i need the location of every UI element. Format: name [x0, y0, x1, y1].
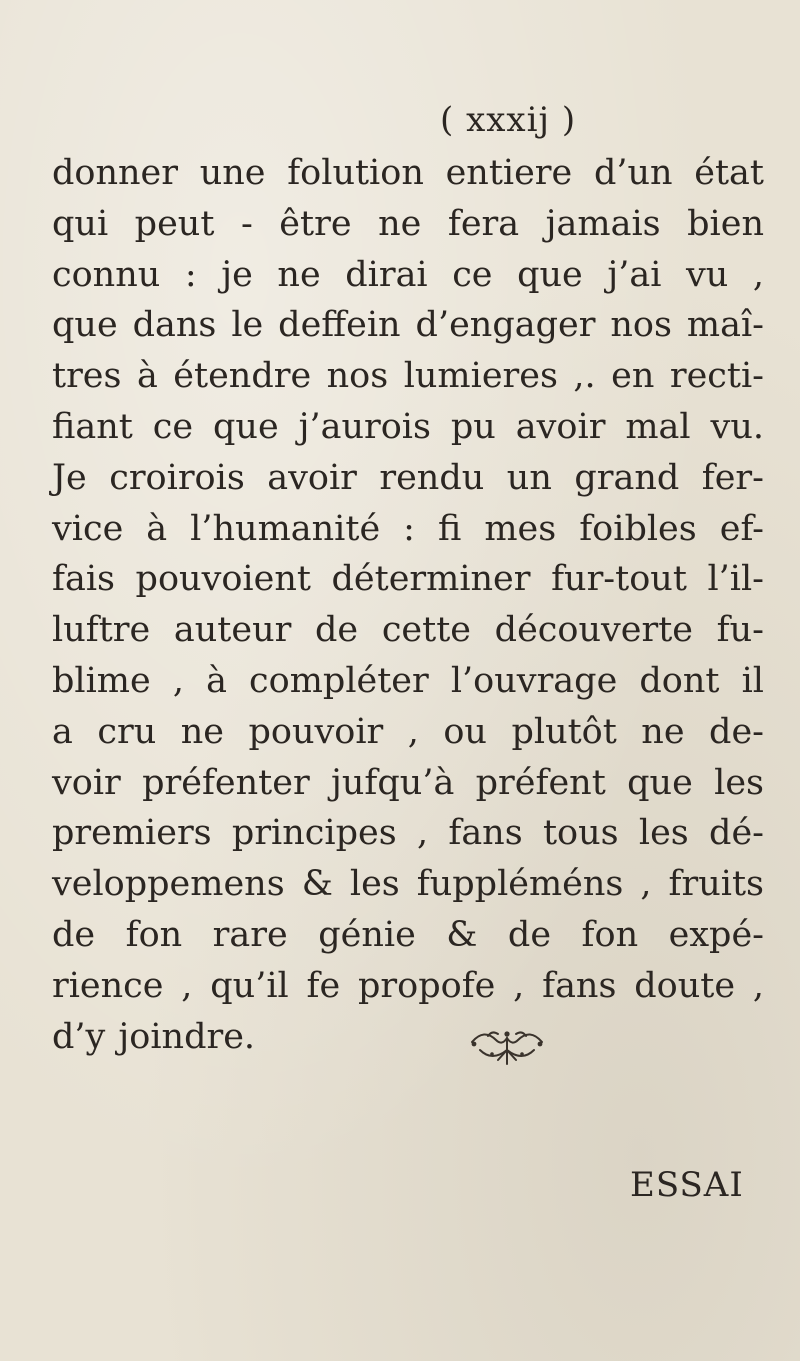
text-line: donner une folution entiere d’un état — [52, 153, 764, 193]
text-line: que dans le deffein d’engager nos maî- — [52, 305, 764, 346]
text-line: rience , qu’il fe propofe , fans doute , — [52, 965, 764, 1006]
floral-tailpiece-icon — [462, 1020, 552, 1070]
text-line: vice à l’humanité : fi mes foibles ef- — [52, 508, 764, 549]
text-line: connu : je ne dirai ce que j’ai vu , — [52, 254, 764, 295]
text-line: tres à étendre nos lumieres ,. en recti- — [52, 356, 764, 397]
text-line: luftre auteur de cette découverte fu- — [52, 610, 764, 651]
text-line: a cru ne pouvoir , ou plutôt ne de- — [52, 711, 764, 752]
text-line: blime , à compléter l’ouvrage dont il — [52, 660, 764, 701]
page-number: ( xxxij ) — [440, 100, 577, 140]
text-line: d’y joindre. — [52, 1016, 256, 1057]
catchword: ESSAI — [630, 1165, 744, 1205]
text-line: qui peut - être ne fera jamais bien — [52, 203, 764, 244]
text-line: voir préfenter jufqu’à préfent que les — [52, 762, 764, 803]
text-line: veloppemens & les fuppléméns , fruits — [52, 864, 764, 905]
text-line: fiant ce que j’aurois pu avoir mal vu. — [52, 406, 764, 447]
body-text — [52, 148, 764, 1062]
text-line: Je croirois avoir rendu un grand fer- — [52, 457, 764, 498]
text-line: fais pouvoient déterminer fur-tout l’il- — [52, 559, 764, 600]
text-line: de fon rare génie & de fon expé- — [52, 914, 764, 955]
text-line: premiers principes , fans tous les dé- — [52, 813, 764, 854]
